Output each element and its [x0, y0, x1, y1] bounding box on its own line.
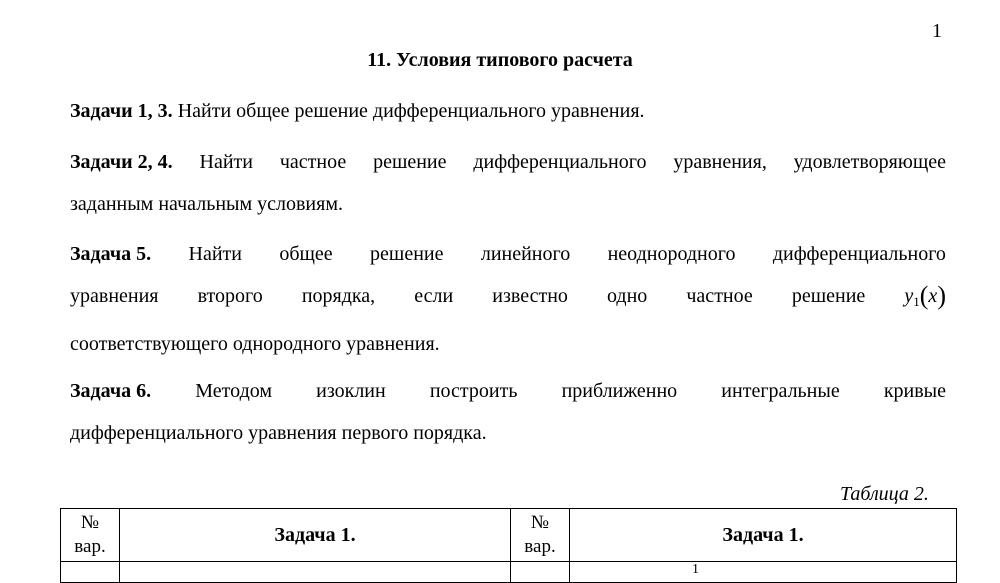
text-line	[70, 412, 946, 454]
text-line	[70, 183, 946, 225]
formula-arg: x	[928, 285, 938, 307]
word: дифференциального	[473, 151, 647, 173]
task-1-3-paragraph	[70, 90, 946, 132]
table-cell	[61, 562, 120, 583]
word: уравнения	[70, 285, 159, 307]
word: частное	[686, 285, 753, 307]
task-text: дифференциального уравнения первого порядка.	[70, 422, 487, 444]
text-line	[70, 275, 946, 323]
table-caption: Таблица 2.	[840, 483, 929, 505]
word: Найти	[188, 243, 242, 265]
task-label: Задача 5.	[70, 243, 152, 265]
word: решение	[370, 243, 444, 265]
word: дифференциального	[772, 243, 946, 265]
text-line	[70, 323, 946, 365]
word: приближенно	[561, 380, 678, 402]
formula-base: y	[904, 285, 914, 307]
word: изоклин	[316, 380, 386, 402]
task-header: Задача 1.	[120, 509, 511, 562]
task-text: Найти общее решение дифференциального уравнения.	[177, 100, 645, 122]
table-row	[61, 562, 957, 583]
word: Найти	[199, 151, 253, 173]
task-header: Задача 1.	[570, 509, 957, 562]
tasks-table	[60, 508, 957, 583]
formula-subscript: 1	[913, 294, 920, 309]
task-label: Задачи 1, 3.	[70, 100, 173, 122]
table-cell	[120, 562, 511, 583]
task-2-4-paragraph	[70, 141, 946, 225]
word: одно	[606, 285, 648, 307]
word: второго	[197, 285, 263, 307]
formula-y1x: $y_1(x)$	[904, 281, 946, 310]
table-cell	[570, 562, 957, 583]
task-label: Задачи 2, 4.	[70, 151, 173, 173]
word: линейного	[480, 243, 571, 265]
word: Методом	[195, 380, 273, 402]
variant-symbol: №	[530, 512, 550, 533]
word: решение	[791, 285, 866, 307]
variant-abbrev: вар.	[74, 536, 106, 557]
word: известно	[492, 285, 568, 307]
variant-symbol: №	[80, 512, 100, 533]
text-line	[70, 233, 946, 275]
text-line	[70, 370, 946, 412]
text-line	[70, 141, 946, 183]
word: решение	[373, 151, 447, 173]
word: частное	[279, 151, 347, 173]
variant-header	[511, 509, 570, 562]
word: интегральные	[721, 380, 840, 402]
table-cell	[511, 562, 570, 583]
variant-header	[61, 509, 120, 562]
partial-glyph: 1	[692, 562, 699, 577]
word: если	[414, 285, 454, 307]
word: неоднородного	[607, 243, 736, 265]
task-5-paragraph	[70, 233, 946, 365]
task-text: заданным начальным условиям.	[70, 193, 343, 215]
word: построить	[429, 380, 518, 402]
word: общее	[279, 243, 333, 265]
word: кривые	[883, 380, 946, 402]
text-line	[70, 90, 946, 132]
section-title: 11. Условия типового расчета	[367, 49, 633, 71]
word: удовлетворяющее	[793, 151, 946, 173]
task-label: Задача 6.	[70, 380, 152, 402]
task-text: соответствующего однородного уравнения.	[70, 333, 440, 355]
page-number: 1	[932, 20, 942, 42]
word: порядка,	[301, 285, 376, 307]
word: уравнения,	[673, 151, 767, 173]
table-header-row	[61, 509, 957, 562]
variant-abbrev: вар.	[524, 536, 556, 557]
task-6-paragraph	[70, 370, 946, 454]
